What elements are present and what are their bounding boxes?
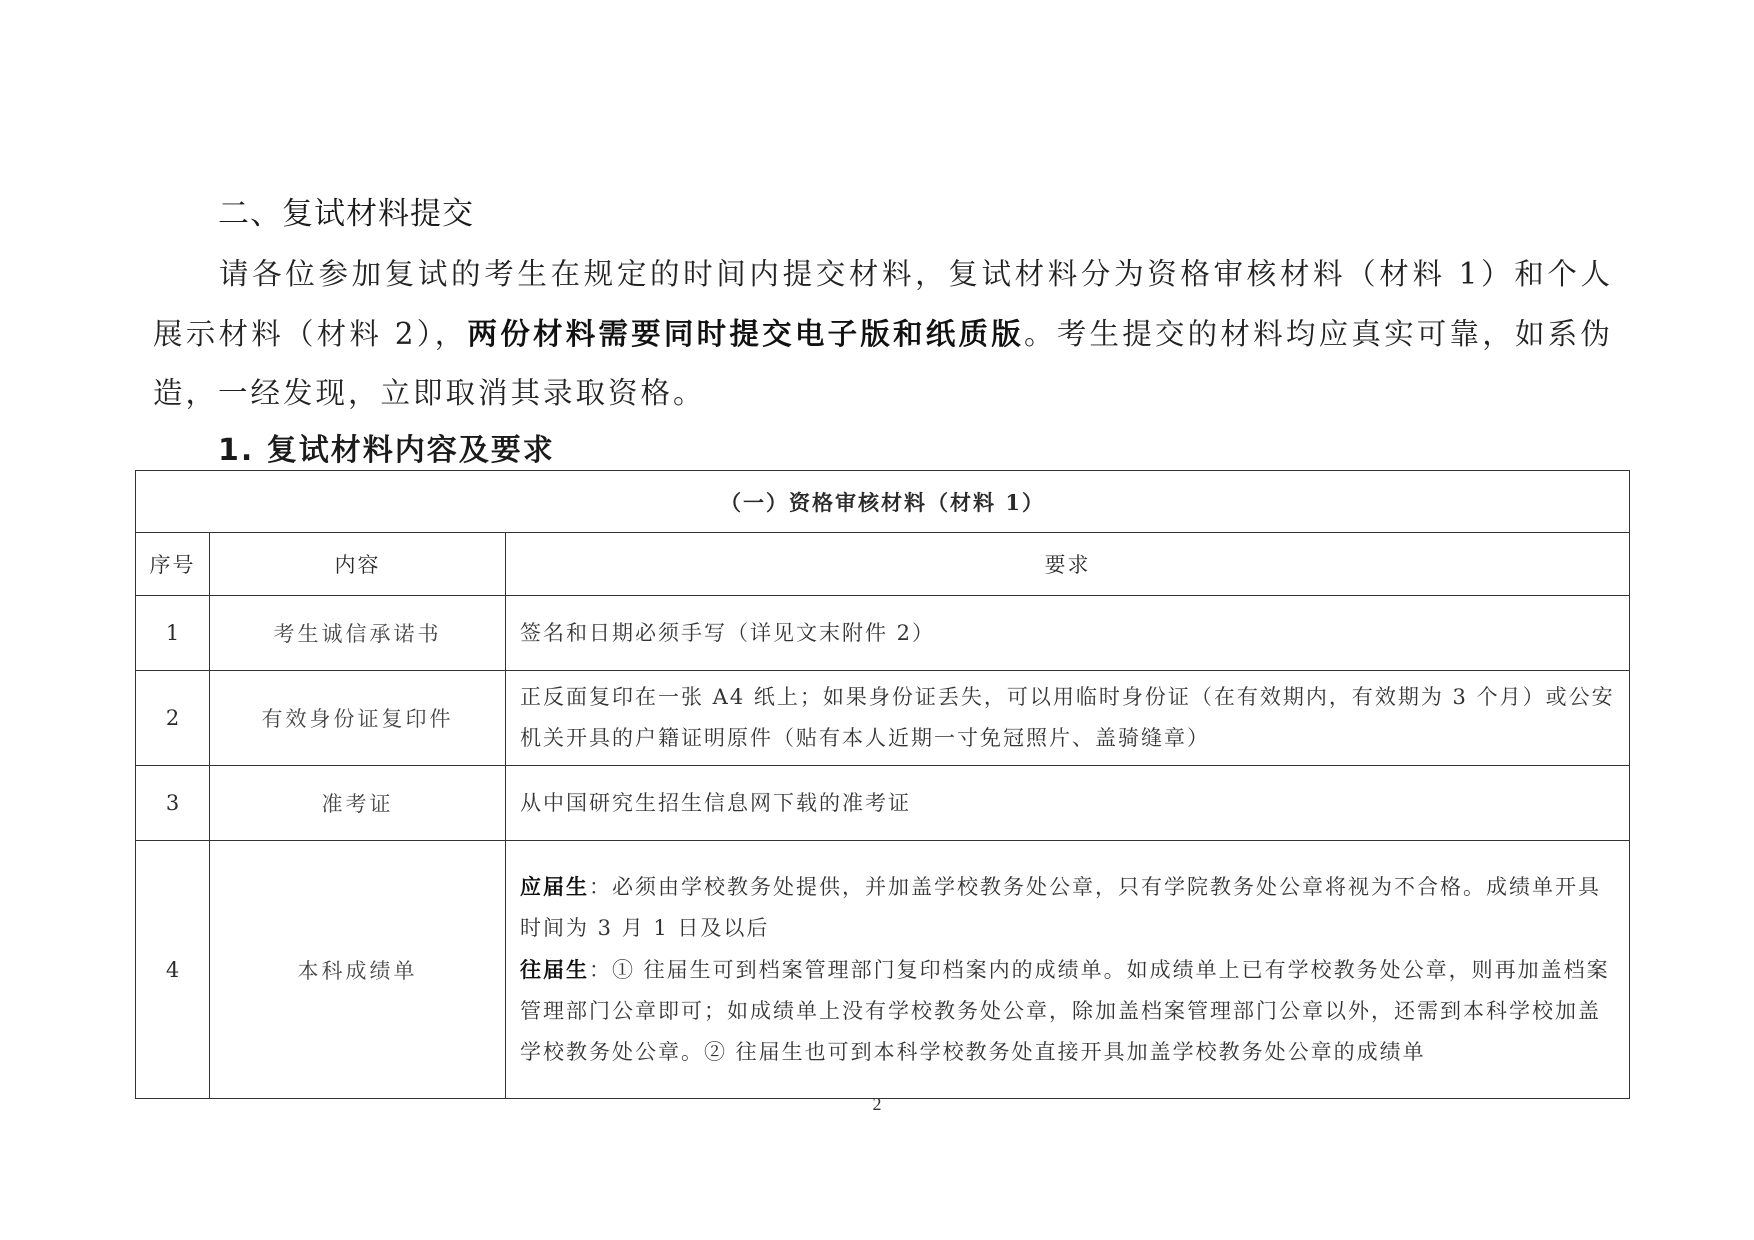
section-heading: 二、复试材料提交 [218,196,474,232]
row-requirement: 正反面复印在一张 A4 纸上；如果身份证丢失，可以用临时身份证（在有效期内，有效期为 3 个月）或公安机关开具的户籍证明原件（贴有本人近期一寸免冠照片、盖骑缝章） [506,671,1630,766]
fresh-graduate-label: 应届生 [520,874,589,899]
table-row [136,671,1630,766]
header-content: 内容 [210,533,506,596]
table-row [136,766,1630,841]
intro-text-1: 请各位参加复试的考生在规定的时间内提交材料，复试材料分为资格审核材料（材料 1）和个人展示材料（材料 2）， [153,257,1613,351]
subsection-heading: 1. 复试材料内容及要求 [218,433,555,468]
row-requirement [506,841,1630,1099]
row-number: 2 [136,671,210,766]
intro-text-2: 。考生提交的材料均应真实可靠，如系伪造，一经发现，立即取消其录取资格。 [153,317,1613,410]
page-number: 2 [872,1094,882,1114]
header-requirement: 要求 [506,533,1630,596]
header-no: 序号 [136,533,210,596]
table-row [136,596,1630,671]
row-number: 3 [136,766,210,841]
row-requirement: 签名和日期必须手写（详见文末附件 2） [506,596,1630,671]
row-content: 有效身份证复印件 [210,671,506,766]
fresh-graduate-requirement [520,866,1617,949]
row-content: 本科成绩单 [210,841,506,1099]
row-number: 4 [136,841,210,1099]
table-caption: （一）资格审核材料（材料 1） [136,471,1630,533]
fresh-graduate-text: ：必须由学校教务处提供，并加盖学校教务处公章，只有学院教务处公章将视为不合格。成绩单开具时间为 3 月 1 日及以后 [520,875,1601,940]
row-content: 准考证 [210,766,506,841]
row-number: 1 [136,596,210,671]
past-graduate-label: 往届生 [520,957,589,982]
intro-paragraph [153,245,1613,423]
past-graduate-requirement [520,949,1617,1073]
table-caption-row [136,471,1630,533]
past-graduate-text: ：① 往届生可到档案管理部门复印档案内的成绩单。如成绩单上已有学校教务处公章，则再加盖档案管理部门公章即可；如成绩单上没有学校教务处公章，除加盖档案管理部门公章以外，还需到本科学校加盖学校教务处公章。② 往届生也可到本科学校教务处直接开具加盖学校教务处公章的成绩单 [520,958,1610,1064]
intro-bold-text: 两份材料需要同时提交电子版和纸质版 [467,316,1024,351]
row-content: 考生诚信承诺书 [210,596,506,671]
table-row [136,841,1630,1099]
materials-table [135,470,1630,1099]
row-requirement: 从中国研究生招生信息网下载的准考证 [506,766,1630,841]
table-header-row [136,533,1630,596]
